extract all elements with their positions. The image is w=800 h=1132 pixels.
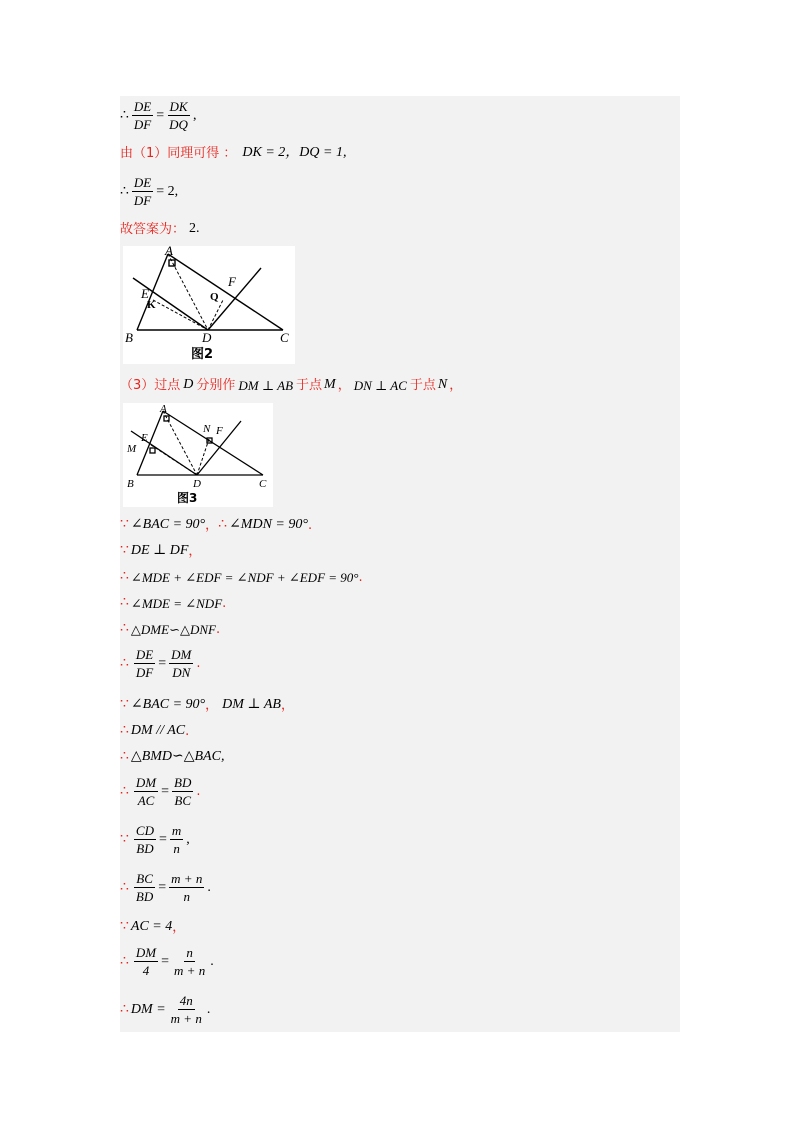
label-b: B: [127, 478, 134, 490]
label-m: M: [127, 443, 137, 455]
therefore-symbol: ∴: [120, 183, 129, 199]
figure-2-caption: 图2: [191, 347, 214, 362]
line-angle-bac: ∵ ∠BAC = 90° ， ∴ ∠MDN = 90° .: [120, 517, 313, 533]
line-part-3: （3）过点 D 分别作 DM ⊥ AB 于点 M ， DN ⊥ AC 于点 N ，: [120, 377, 463, 393]
line-de-perp-df: ∵ DE ⊥ DF ，: [120, 543, 202, 559]
line-ac-equals-4: ∵ AC = 4 ，: [120, 919, 186, 935]
solution-panel: [120, 96, 680, 1032]
line-dm-result: ∴ DM = $\frac{4n}{m + n}$ .: [120, 993, 211, 1026]
line-ratio-dm-ac: ∴ $\frac{DM}{AC}$ = $\frac{BD}{BC}$ .: [120, 775, 201, 808]
label-c: C: [259, 478, 267, 490]
because-symbol: ∵: [120, 517, 129, 532]
line-ratio-dm-dn: ∴ $\frac{DE}{DF}$ = $\frac{DM}{DN}$ .: [120, 647, 201, 680]
label-d: D: [193, 478, 201, 490]
line-answer: 故答案为： 2.: [120, 221, 200, 237]
figure-3-caption: 图3: [177, 491, 198, 505]
label-e: E: [141, 432, 148, 444]
line-ratio-de-df: ∴ $\frac{DE}{DF}$ = $\frac{DK}{DQ}$ ,: [120, 99, 197, 132]
line-ratio-bc-bd: ∴ $\frac{BC}{BD}$ = $\frac{m + n}{n}$ .: [120, 871, 211, 904]
line-angle-sum: ∴ ∠MDE + ∠EDF = ∠NDF + ∠EDF = 90° .: [120, 569, 363, 585]
label-a: A: [160, 403, 167, 415]
label-f: F: [216, 425, 223, 437]
line-similar-dme-dnf: ∴ △DME∽△DNF .: [120, 621, 221, 637]
label-e: E: [141, 286, 149, 301]
figure-2: [123, 246, 295, 364]
therefore-symbol: ∴: [218, 517, 228, 532]
line-same-reason: 由（1）同理可得 ： DK = 2，DQ = 1,: [120, 145, 347, 161]
label-a: A: [165, 246, 173, 258]
line-dm-parallel-ac: ∴ DM // AC .: [120, 723, 190, 739]
label-q: Q: [210, 291, 219, 303]
label-n: N: [203, 423, 211, 435]
line-ratio-dm-4: ∴ $\frac{DM}{4}$ = $\frac{n}{m + n}$ .: [120, 945, 214, 978]
label-b: B: [125, 330, 133, 345]
line-ratio-equals-2: ∴ $\frac{DE}{DF}$ = 2,: [120, 175, 179, 208]
label-d: D: [202, 330, 212, 345]
line-ratio-cd-bd: ∵ $\frac{CD}{BD}$ = $\frac{m}{n}$ ,: [120, 823, 190, 856]
figure-3: [123, 403, 273, 507]
label-f: F: [228, 274, 236, 289]
fraction-de-df: $\frac{DE}{DF}$: [133, 99, 152, 132]
label-c: C: [280, 330, 289, 345]
line-similar-bmd-bac: ∴ △BMD∽△BAC,: [120, 749, 225, 764]
therefore-symbol: ∴: [120, 107, 129, 123]
line-bac-dm-perp: ∵ ∠BAC = 90° ， DM ⊥ AB ，: [120, 697, 294, 713]
label-k: K: [147, 299, 156, 311]
line-angle-equal: ∴ ∠MDE = ∠NDF .: [120, 595, 227, 611]
fraction-dk-dq: $\frac{DK}{DQ}$: [169, 99, 188, 132]
